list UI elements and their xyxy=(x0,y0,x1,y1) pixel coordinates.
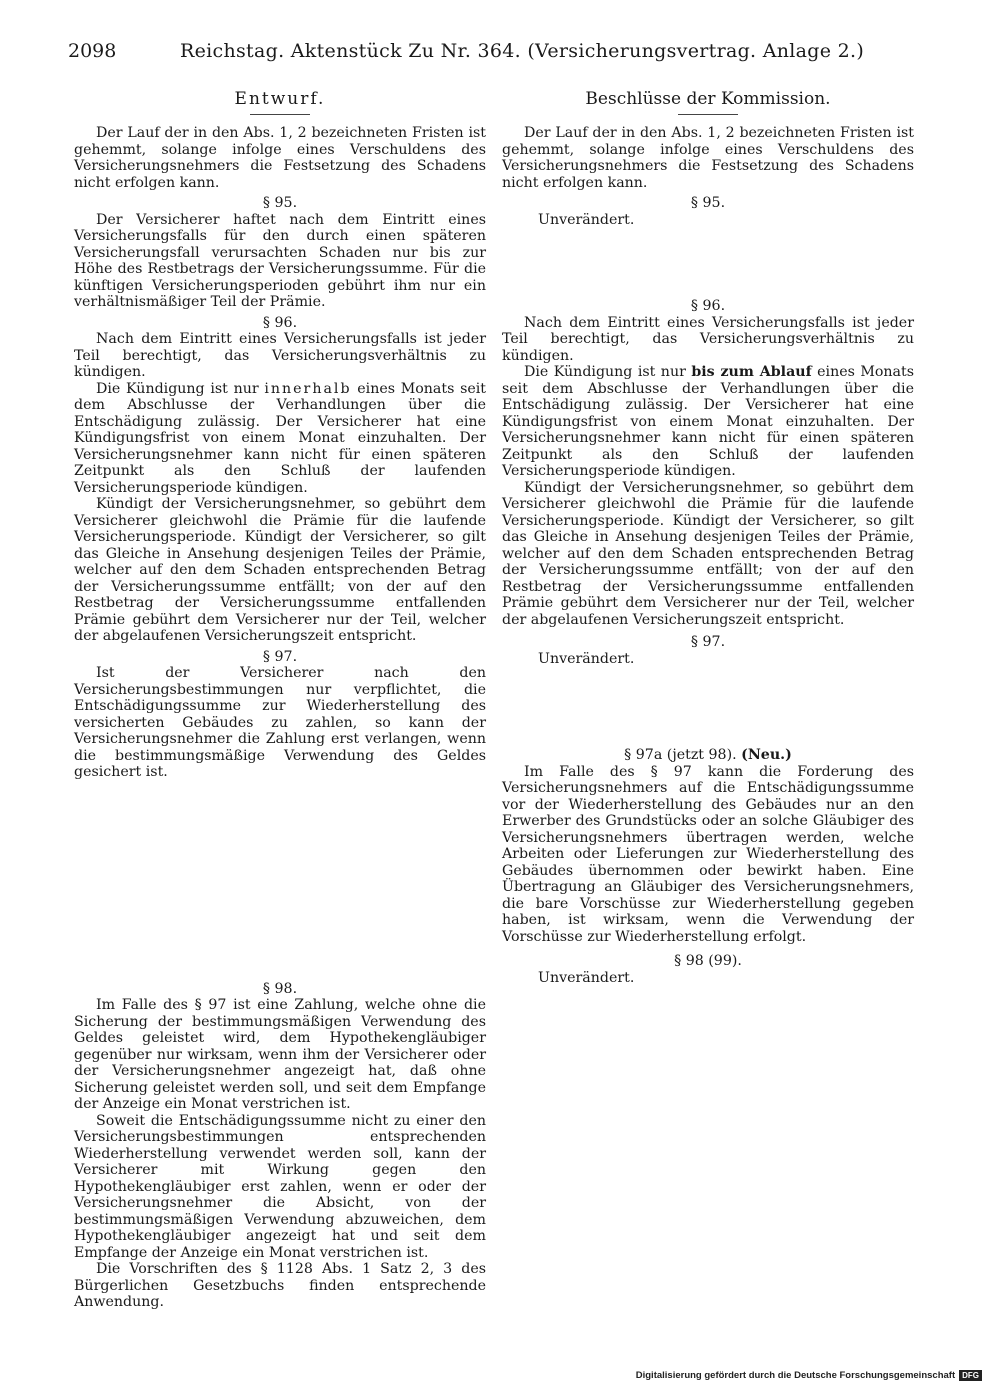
paragraph: Nach dem Eintritt eines Versicherungsfalls ist jeder Teil berechtigt, das Versicherungsverhältnis zu kündigen. xyxy=(502,314,914,364)
paragraph: Kündigt der Versicherungsnehmer, so gebührt dem Versicherer gleichwohl die Prämie für die laufende Versicherungsperiode. Kündigt der Versicherer, so gilt das Gleiche in Ansehung desjenigen Teiles der Prämie, welcher auf den dem Schaden entsprechenden Betrag der Versicherungssumme entfällt; von der auf den Restbetrag der Versicherungssumme entfallenden Prämie gebührt dem Versicherer nur der Teil, welcher der abgelaufenen Versicherungszeit entspricht. xyxy=(74,496,486,644)
paragraph: Kündigt der Versicherungsnehmer, so gebührt dem Versicherer gleichwohl die Prämie für die laufende Versicherungsperiode. Kündigt der Versicherer, so gilt das Gleiche in Ansehung desjenigen Teiles der Prämie, welcher auf den dem Schaden entsprechenden Betrag der Versicherungssumme entfällt; von der auf den Restbetrag der Versicherungssumme entfallenden Prämie gebührt dem Versicherer nur der Teil, welcher der abgelaufenen Versicherungszeit entspricht. xyxy=(502,479,914,628)
digitization-credit xyxy=(636,1368,982,1382)
section-heading-95: § 95. xyxy=(262,195,298,211)
section-heading-97a xyxy=(502,747,914,764)
paragraph: Der Lauf der in den Abs. 1, 2 bezeichneten Fristen ist gehemmt, solange infolge eines Verschuldens des Versicherungsnehmers die Festsetzung des Schadens nicht erfolgen kann. xyxy=(502,125,914,191)
paragraph xyxy=(502,364,914,480)
unchanged-note: Unverändert. xyxy=(538,969,635,986)
column-heading-committee: Beschlüsse der Kommission. xyxy=(585,89,831,109)
new-marker: (Neu.) xyxy=(741,747,792,763)
paragraph: Nach dem Eintritt eines Versicherungsfalls ist jeder Teil berechtigt, das Versicherungsverhältnis zu kündigen. xyxy=(74,331,486,380)
dfg-logo: DFG xyxy=(959,1370,982,1381)
paragraph: Soweit die Entschädigungssumme nicht zu einer den Versicherungsbestimmungen entsprechenden Wiederherstellung verwendet werden soll, kann der Versicherer mit Wirkung gegen den Hypothekengläubiger erst zahlen, wenn er oder der Versicherungsnehmer die Absicht, von der bestimmungsmäßigen Verwendung abzuweichen, dem Hypothekengläubiger angezeigt hat und seit dem Empfange der Anzeige ein Monat verstrichen ist. xyxy=(74,1112,486,1261)
paragraph: Die Vorschriften des § 1128 Abs. 1 Satz 2, 3 des Bürgerlichen Gesetzbuchs finden entsprechende Anwendung. xyxy=(74,1261,486,1310)
column-heading-draft: Entwurf. xyxy=(234,89,326,109)
text-run: Die Kündigung ist nur xyxy=(96,380,265,397)
emphasis-bold: bis zum Ablauf xyxy=(691,364,812,380)
page-number: 2098 xyxy=(68,40,117,62)
section-heading-97: § 97. xyxy=(690,634,726,650)
section-heading-98: § 98 (99). xyxy=(674,953,742,969)
paragraph: Im Falle des § 97 kann die Forderung des Versicherungsnehmers auf die Entschädigungssumme vor der Wiederherstellung des Gebäudes nur an den Erwerber des Grundstücks oder an solche Gläubiger des Versicherungsnehmers übertragen werden, welche Arbeiten oder Lieferungen zur Wiederherstellung des Gebäudes übernommen oder bewirkt haben. Eine Übertragung an Gläubiger des Versicherungsnehmers, die bare Vorschüsse zur Wiederherstellung gegeben haben, ist wirksam, wenn die Verwendung der Vorschüsse zur Wiederherstellung erfolgt. xyxy=(502,763,914,945)
heading-rule xyxy=(678,114,738,115)
section-heading-95: § 95. xyxy=(690,195,726,211)
text-run: eines Monats seit dem Abschlusse der Verhandlungen über die Entschädigung zulässig. Der Versicherer hat eine Kündigungsfrist von einem Monat einzuhalten. Der Versicherungsnehmer kann nicht für einen späteren Zeitpunkt als den Schluß der laufenden Versicherungsperiode kündigen. xyxy=(74,380,486,496)
heading-rule xyxy=(250,114,310,115)
unchanged-note: Unverändert. xyxy=(538,650,635,667)
text-run: § 97a (jetzt 98). xyxy=(624,747,742,763)
credit-text: Digitalisierung gefördert durch die Deutsche Forschungsgemeinschaft xyxy=(635,1369,956,1381)
running-title: Reichstag. Aktenstück Zu Nr. 364. (Versicherungsvertrag. Anlage 2.) xyxy=(180,40,865,62)
paragraph xyxy=(74,381,486,497)
paragraph: Der Versicherer haftet nach dem Eintritt eines Versicherungsfalls für den durch einen späteren Versicherungsfall verursachten Schaden nur bis zur Höhe des Restbetrags der Versicherungssumme. Für die künftigen Versicherungsperioden gebührt ihm nur ein verhältnismäßiger Teil der Prämie. xyxy=(74,211,486,310)
column-draft xyxy=(74,88,486,1311)
page-header xyxy=(68,40,916,64)
section-heading-96: § 96. xyxy=(262,314,298,331)
emphasis-spaced: innerhalb xyxy=(264,380,352,397)
column-committee xyxy=(502,88,914,986)
section-heading-96: § 96. xyxy=(690,298,726,314)
unchanged-note: Unverändert. xyxy=(538,211,635,228)
section-heading-97: § 97. xyxy=(262,648,298,665)
paragraph: Im Falle des § 97 ist eine Zahlung, welche ohne die Sicherung der bestimmungsmäßigen Verwendung des Geldes geleistet wird, dem Hypothekengläubiger gegenüber nur wirksam, wenn ihm der Versicherer oder der Versicherungsnehmer angezeigt hat, daß ohne Sicherung geleistet werden soll, und seit dem Empfange der Anzeige ein Monat verstrichen ist. xyxy=(74,997,486,1112)
section-heading-98: § 98. xyxy=(262,980,298,997)
paragraph: Ist der Versicherer nach den Versicherungsbestimmungen nur verpflichtet, die Entschädigungssumme zur Wiederherstellung des versicherten Gebäudes zu zahlen, so kann der Versicherungsnehmer die Zahlung erst verlangen, wenn die bestimmungsmäßige Verwendung des Geldes gesichert ist. xyxy=(74,665,486,780)
text-run: eines Monats seit dem Abschlusse der Verhandlungen über die Entschädigung zulässig. Der Versicherer hat eine Kündigungsfrist von einem Monat einzuhalten. Der Versicherungsnehmer kann nicht für einen späteren Zeitpunkt als den Schluß der laufenden Versicherungsperiode kündigen. xyxy=(502,364,914,479)
paragraph: Der Lauf der in den Abs. 1, 2 bezeichneten Fristen ist gehemmt, solange infolge eines Verschuldens des Versicherungsnehmers die Festsetzung des Schadens nicht erfolgen kann. xyxy=(74,125,486,191)
text-run: Die Kündigung ist nur xyxy=(524,364,692,380)
